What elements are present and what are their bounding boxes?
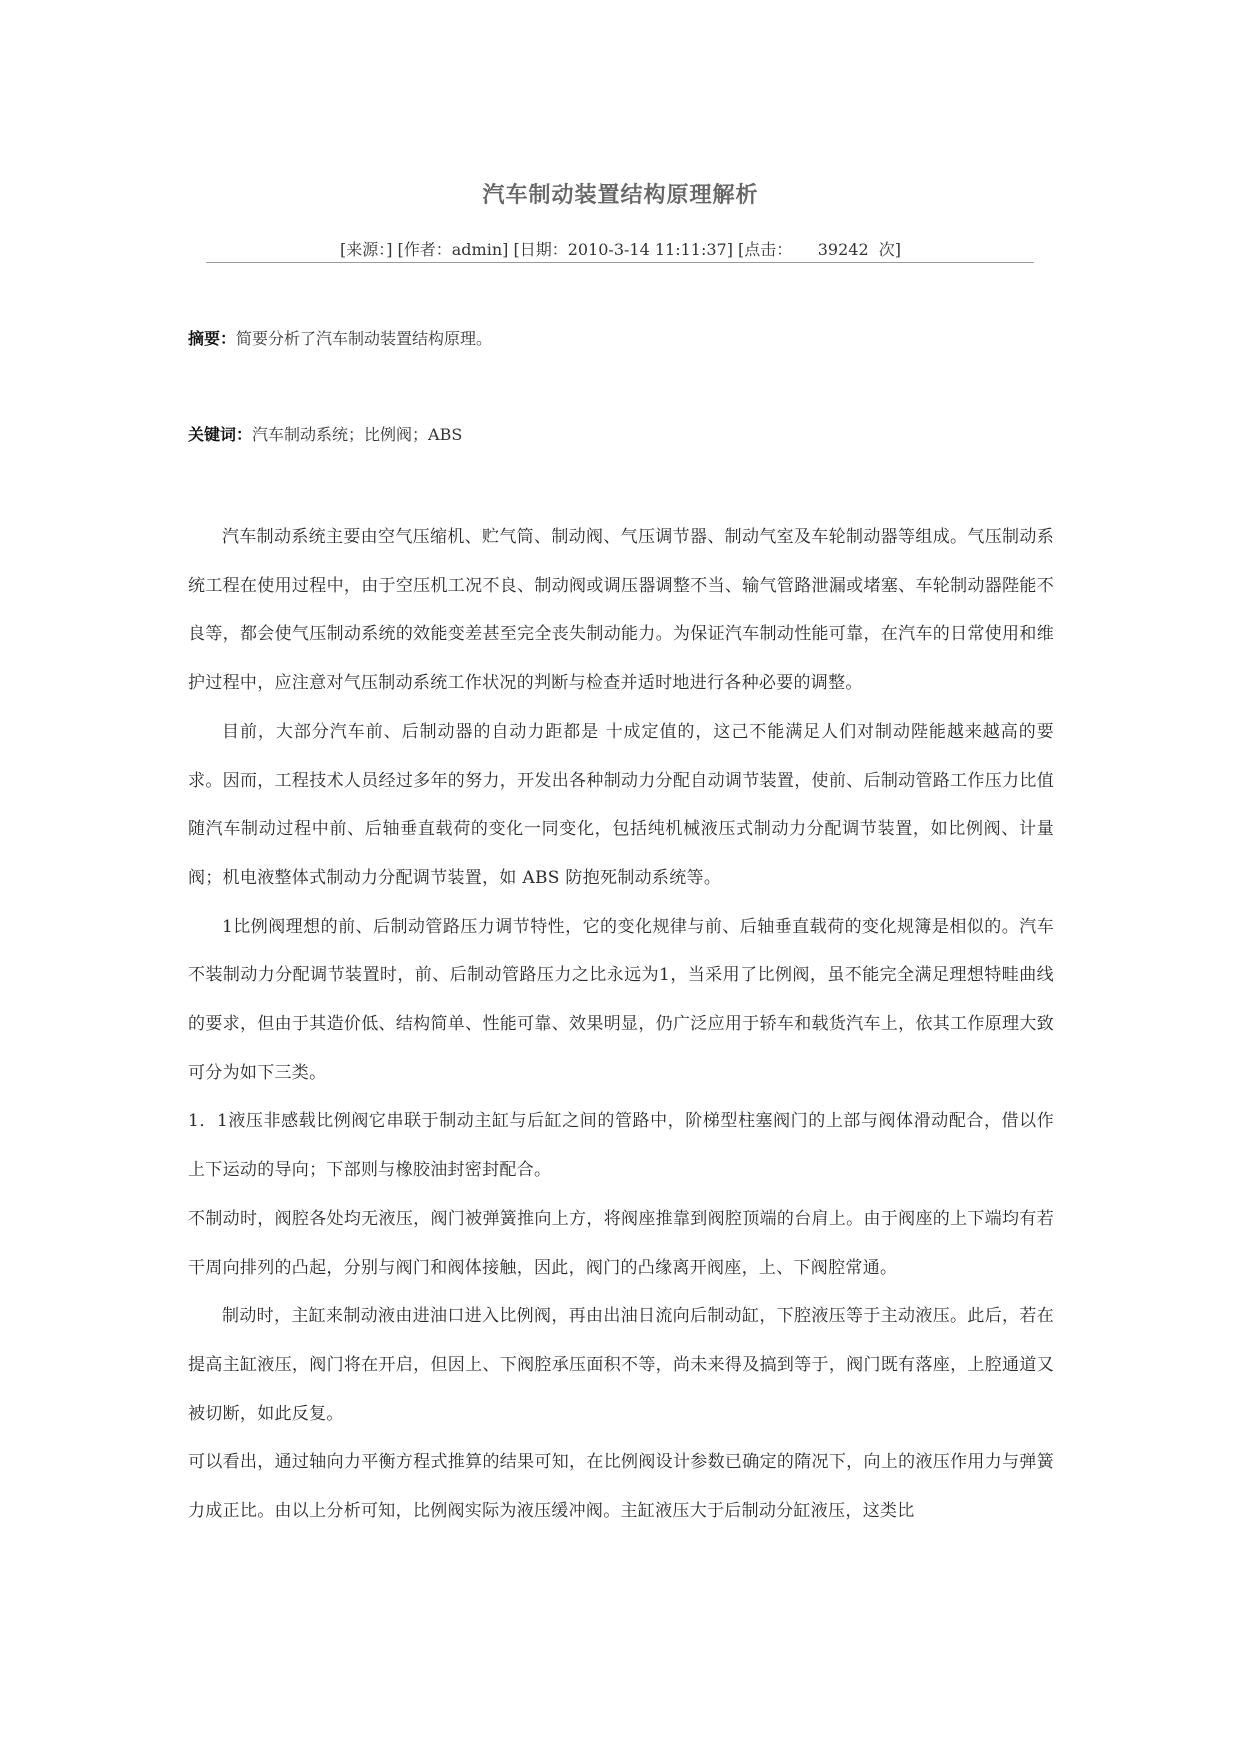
- body-paragraph: 制动时，主缸来制动液由进油口进入比例阀，再由出油日流向后制动缸，下腔液压等于主动液压。此后，若在提高主缸液压，阀门将在开启，但因上、下阀腔承压面积不等，尚未来得及搞到等于，阀门既有落座，上腔通道又被切断，如此反复。: [188, 1306, 1054, 1424]
- body-paragraph: 1．1液压非感载比例阀它串联于制动主缸与后缸之间的管路中，阶梯型柱塞阀门的上部与阀体滑动配合，借以作上下运动的导向；下部则与橡胶油封密封配合。: [188, 1111, 1054, 1181]
- article-meta-line: [来源：] [作者：admin] [日期：2010-3-14 11:11:37] [点击： 39242 次]: [339, 240, 902, 259]
- keywords-label: 关键词：: [188, 425, 253, 444]
- article-title: 汽车制动装置结构原理解析: [482, 183, 759, 208]
- keywords-text: 汽车制动系统；比例阀；ABS: [252, 425, 463, 444]
- abstract-text: 简要分析了汽车制动装置结构原理。: [236, 329, 493, 348]
- body-paragraph: 1比例阀理想的前、后制动管路压力调节特性，它的变化规律与前、后轴垂直载荷的变化规簿是相似的。汽车不装制动力分配调节装置时，前、后制动管路压力之比永远为1，当采用了比例阀，虽不能完全满足理想特畦曲线的要求，但由于其造价低、结构简单、性能可靠、效果明显，仍广泛应用于轿车和载货汽车上，依其工作原理大致可分为如下三类。: [188, 916, 1054, 1083]
- meta-divider: [206, 262, 1034, 263]
- body-paragraph: 不制动时，阀腔各处均无液压，阀门被弹簧推向上方，将阀座推靠到阀腔顶端的台肩上。由于阀座的上下端均有若干周向排列的凸起，分别与阀门和阀体接触，因此，阀门的凸缘离开阀座，上、下阀腔常通。: [188, 1208, 1054, 1278]
- abstract-label: 摘要：: [188, 329, 237, 348]
- abstract-section: [188, 326, 492, 349]
- article-body: [188, 513, 1054, 1536]
- body-paragraph: 汽车制动系统主要由空气压缩机、贮气筒、制动阀、气压调节器、制动气室及车轮制动器等组成。气压制动系统工程在使用过程中，由于空压机工况不良、制动阀或调压器调整不当、输气管路泄漏或堵塞、车轮制动器陛能不良等，都会使气压制动系统的效能变差甚至完全丧失制动能力。为保证汽车制动性能可靠，在汽车的日常使用和维护过程中，应注意对气压制动系统工作状况的判断与检查并适时地进行各种必要的调整。: [188, 527, 1054, 694]
- body-paragraph: 目前，大部分汽车前、后制动器的自动力距都是 十成定值的，这己不能满足人们对制动陛能越来越高的要求。因而，工程技术人员经过多年的努力，开发出各种制动力分配自动调节装置，使前、后制动管路工作压力比值随汽车制动过程中前、后轴垂直载荷的变化一同变化，包括纯机械液压式制动力分配调节装置，如比例阀、计量阀；机电液整体式制动力分配调节装置，如 ABS 防抱死制动系统等。: [188, 721, 1054, 888]
- keywords-section: [188, 422, 462, 445]
- body-paragraph: 可以看出，通过轴向力平衡方程式推算的结果可知，在比例阀设计参数已确定的隋况下，向上的液压作用力与弹簧力成正比。由以上分析可知，比例阀实际为液压缓冲阀。主缸液压大于后制动分缸液压，这类比: [188, 1452, 1054, 1522]
